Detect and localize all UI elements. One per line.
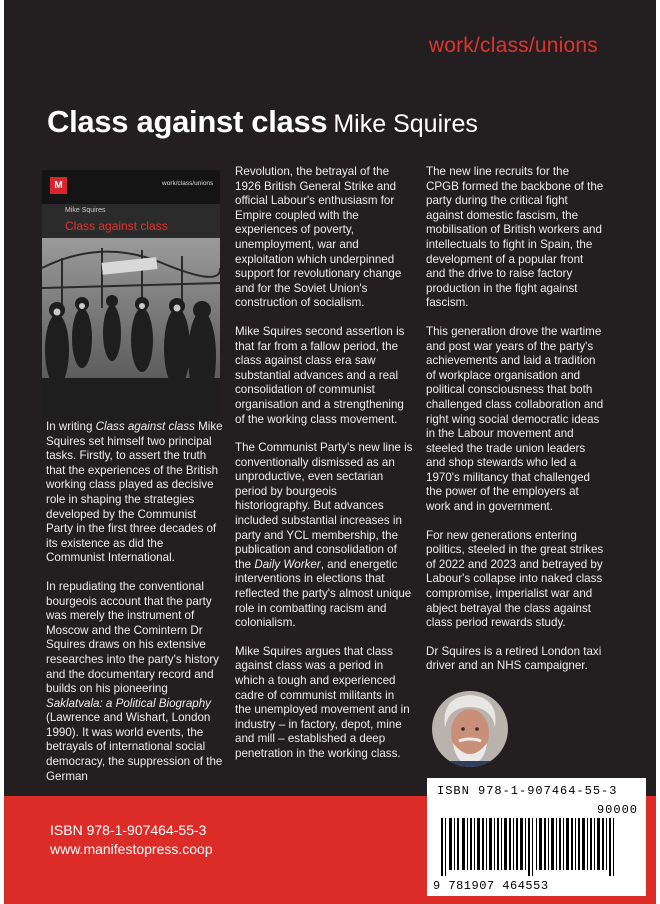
thumbnail-title: Class against class: [65, 219, 168, 233]
paragraph: In repudiating the conventional bourgeois account that the party was merely the instrument of Moscow and the Comintern Dr Squires draws on his extensive researches into the party's history and the documentary record and builds on his pioneering Saklatvala: a Political Biography (Lawrence and Wishart, London 1990). It was world events, the betrayals of international social democracy, the suppression of the German: [46, 579, 223, 783]
front-cover-thumbnail: [42, 170, 220, 420]
book-title-line: [47, 104, 478, 140]
barcode: [427, 778, 646, 896]
thumbnail-author: Mike Squires: [65, 207, 106, 214]
paragraph: Dr Squires is a retired London taxi driver and an NHS campaigner.: [426, 644, 602, 673]
thumbnail-series: work/class/unions: [162, 180, 214, 187]
paragraph: Mike Squires second assertion is that far from a fallow period, the class against class era saw substantial advances and a real consolidation of communist organisation and a strengthening of the working class movement.: [235, 324, 405, 426]
paragraph: In writing Class against class Mike Squires set himself two principal tasks. Firstly, to assert the truth that the experiences of the British working class played as decisive role in shaping the strategies developed by the Communist Party in the first three decades of its existence as did the Communist International.: [46, 420, 223, 565]
biography-title-italic: Saklatvala: a Political Biography: [46, 696, 211, 710]
text-column-1: [46, 420, 224, 798]
series-label: work/class/unions: [428, 34, 598, 57]
book-author: Mike Squires: [333, 110, 478, 138]
publisher-logo-icon: M: [50, 177, 67, 194]
book-title: Class against class: [47, 104, 328, 139]
thumbnail-header: [42, 170, 220, 204]
barcode-price-code: 90000: [596, 803, 638, 817]
isbn-text: ISBN 978-1-907464-55-3: [50, 822, 207, 838]
publisher-website: www.manifestopress.coop: [50, 841, 213, 857]
newspaper-title-italic: Daily Worker: [254, 557, 321, 571]
text-column-3: [426, 165, 604, 688]
paragraph: The new line recruits for the CPGB formed the backbone of the party during the critical fight against domestic fascism, the mobilisation of British workers and intellectuals to fight in Spain, the development of a popular front and the drive to raise factory production in the fight against fascism.: [426, 165, 604, 310]
paragraph: This generation drove the wartime and post war years of the party's achievements and laid a tradition of workplace organisation and political consciousness that both challenged class collaboration and right wing social democratic ideas in the Labour movement and steeled the trade union leaders and shop stewards who led a 1970's militancy that challenged the power of the employers at work and in government.: [426, 324, 604, 514]
barcode-digits: 9 781907 464553: [433, 879, 549, 893]
march-photo-illustration: [42, 238, 220, 420]
paragraph: The Communist Party's new line is conventionally dismissed as an unproductive, even sectarian period by bourgeois historiography. But advances included substantial increases in party and YCL membership, the publication and consolidation of the Daily Worker, and energetic interventions in elections that reflected the party's almost unique role in combatting racism and colonialism.: [235, 441, 413, 630]
author-portrait: [431, 687, 509, 771]
paragraph: Mike Squires argues that class against class was a period in which a tough and experienced cadre of communist militants in the unemployed movement and in industry – in factory, depot, mine and mill – established a deep penetration in the working class.: [235, 644, 410, 760]
paragraph: Revolution, the betrayal of the 1926 British General Strike and official Labour's enthusiasm for Empire coupled with the experiences of poverty, unemployment, war and exploitation which underpinned support for revolutionary change and for the Soviet Union's construction of socialism.: [235, 165, 402, 310]
book-title-italic: Class against class: [95, 420, 195, 433]
back-cover: [4, 0, 656, 904]
text-column-2: [235, 165, 413, 776]
paragraph: For new generations entering politics, steeled in the great strikes of 2022 and 2023 and betrayed by Labour's collapse into naked class compromise, imperialist war and abject betrayal the class against class period rewards study.: [426, 528, 604, 630]
main-barcode-bars: [441, 818, 631, 876]
barcode-isbn-label: ISBN 978-1-907464-55-3: [437, 784, 618, 798]
